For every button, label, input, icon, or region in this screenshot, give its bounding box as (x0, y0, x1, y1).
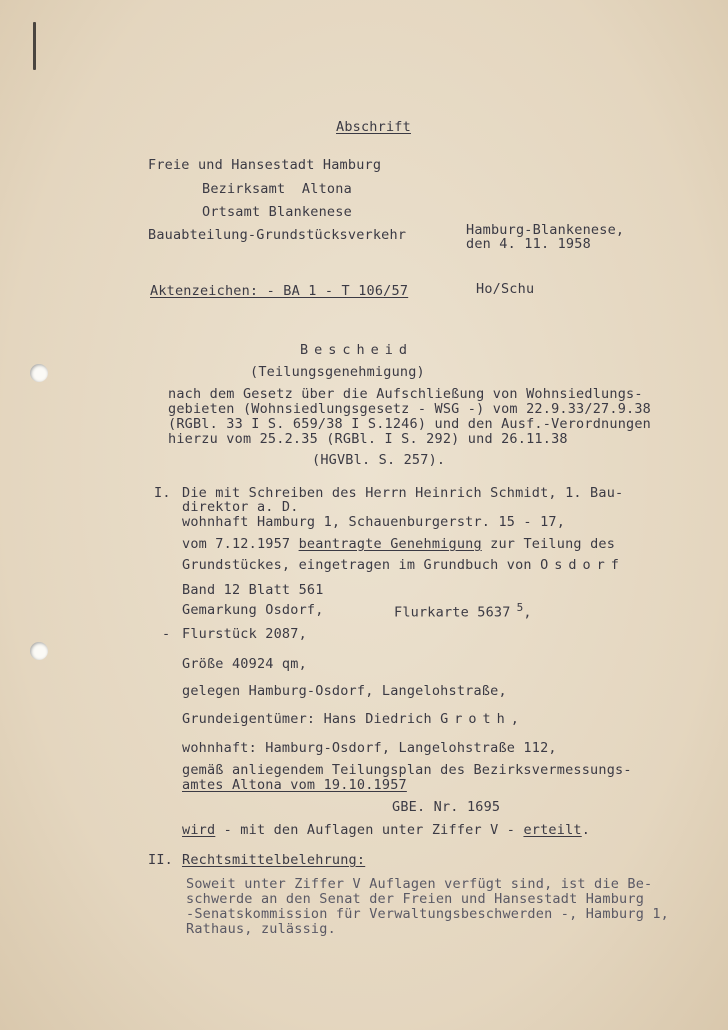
bescheid-heading: Bescheid (300, 342, 414, 358)
groesse: Größe 40924 qm, (182, 656, 307, 672)
teilungsplan-line-1: gemäß anliegendem Teilungsplan des Bezirksvermessungs- (182, 762, 632, 778)
bullet-mark: - (162, 626, 171, 642)
section-2-number: II. (148, 852, 173, 868)
erteilt-word: erteilt (523, 822, 582, 838)
grundeigentuemer-label: Grundeigentümer: Hans Diedrich (182, 711, 441, 727)
teilungsplan-line-2: amtes Altona vom 19.10.1957 (182, 777, 407, 793)
staple (33, 22, 36, 70)
place: Hamburg-Blankenese, (466, 222, 625, 238)
date: den 4. 11. 1958 (466, 236, 591, 252)
section-2-line-1: Soweit unter Ziffer V Auflagen verfügt sind, ist die Be- (186, 876, 653, 892)
grundeigentuemer-name: Groth, (440, 711, 525, 727)
authority-line-3: Ortsamt Blankenese (202, 204, 352, 220)
aktenzeichen: Aktenzeichen: - BA 1 - T 106/57 (150, 283, 409, 299)
document-title: Abschrift (336, 119, 411, 135)
section-2-line-4: Rathaus, zulässig. (186, 921, 336, 937)
wird-word: wird (182, 822, 216, 838)
section-1-line-1: Die mit Schreiben des Herrn Heinrich Schmidt, 1. Bau- (182, 485, 624, 501)
authority-line-4: Bauabteilung-Grundstücksverkehr (148, 227, 407, 243)
punch-hole-lower (30, 642, 48, 660)
erteilt-line (182, 822, 590, 838)
section-2-line-2: schwerde an den Senat der Freien und Hansestadt Hamburg (186, 891, 645, 907)
legal-basis-line-3: (RGBl. 33 I S. 659/38 I S.1246) und den Ausf.-Verordnungen (168, 416, 652, 432)
legal-basis-line-2: gebieten (Wohnsiedlungsgesetz - WSG -) vom 22.9.33/27.9.38 (168, 401, 652, 417)
authority-line-2: Bezirksamt Altona (202, 181, 352, 197)
punch-hole-upper (30, 364, 48, 382)
flurstueck: Flurstück 2087, (182, 626, 307, 642)
rechtsmittelbelehrung-heading: Rechtsmittelbelehrung: (182, 852, 366, 868)
beantragte-genehmigung: beantragte Genehmigung (298, 536, 482, 552)
section-1-number: I. (154, 485, 171, 501)
grundbuch-text: Grundstückes, eingetragen im Grundbuch von (182, 557, 541, 573)
flurkarte-sup: 5 (516, 601, 524, 614)
grundbuch-place: Osdorf (540, 557, 625, 573)
erteilt-period: . (581, 822, 591, 838)
section-1-line-5 (182, 557, 625, 573)
authority-line-1: Freie und Hansestadt Hamburg (148, 157, 382, 173)
flurkarte-tail: , (523, 604, 532, 621)
gbe-number: GBE. Nr. 1695 (392, 799, 501, 815)
flurkarte-text: Flurkarte 5637 (394, 604, 511, 621)
antrag-date: vom 7.12.1957 (182, 536, 299, 552)
legal-basis-line-5: (HGVBl. S. 257). (312, 452, 446, 468)
legal-basis-line-4: hierzu vom 25.2.35 (RGBl. I S. 292) und 26.11.38 (168, 431, 568, 447)
band-blatt: Band 12 Blatt 561 (182, 582, 324, 598)
section-2-line-3: -Senatskommission für Verwaltungsbeschwerden -, Hamburg 1, (186, 906, 670, 922)
bescheid-subtitle: (Teilungsgenehmigung) (250, 364, 425, 380)
section-1-line-4 (182, 536, 615, 552)
initials: Ho/Schu (476, 281, 535, 297)
auflagen-text: - mit den Auflagen unter Ziffer V - (215, 822, 524, 838)
gelegen: gelegen Hamburg-Osdorf, Langelohstraße, (182, 683, 507, 699)
wohnhaft: wohnhaft: Hamburg-Osdorf, Langelohstraße 112, (182, 740, 557, 756)
section-1-line-3: wohnhaft Hamburg 1, Schauenburgerstr. 15 - 17, (182, 514, 566, 530)
legal-basis-line-1: nach dem Gesetz über die Aufschließung von Wohnsiedlungs- (168, 386, 643, 402)
grundeigentuemer (182, 711, 525, 727)
section-1-line-2: direktor a. D. (182, 499, 299, 515)
gemarkung: Gemarkung Osdorf, (182, 602, 324, 618)
antrag-tail: zur Teilung des (481, 536, 616, 552)
flurkarte (394, 600, 532, 621)
